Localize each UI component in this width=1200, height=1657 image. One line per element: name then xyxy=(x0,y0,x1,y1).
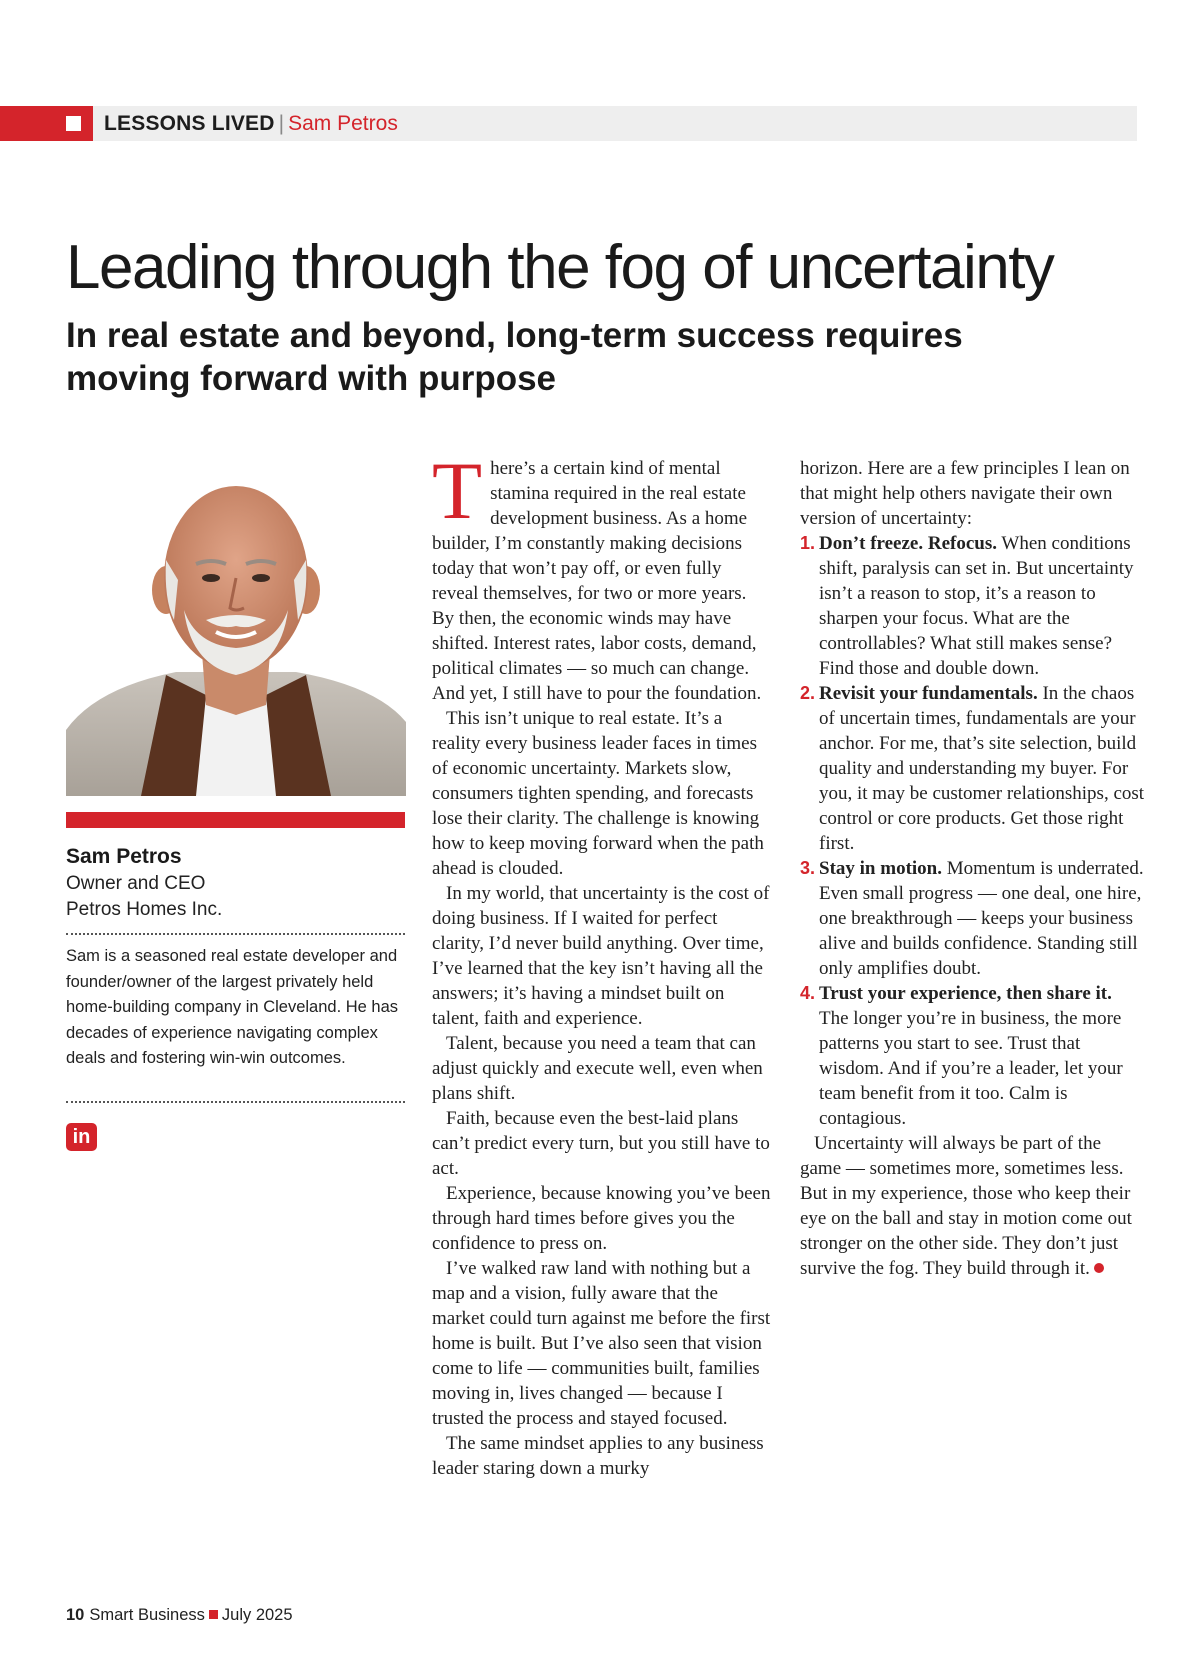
author-name: Sam Petros xyxy=(66,845,182,868)
author-portrait-illustration xyxy=(66,460,406,796)
footer-square-icon xyxy=(209,1610,218,1619)
principle-item xyxy=(800,981,1145,1131)
principle-number: 4. xyxy=(800,983,816,1003)
article-paragraph: Faith, because even the best-laid plans can’t predict every turn, but you still have to act. xyxy=(432,1108,770,1179)
author-photo xyxy=(66,460,406,796)
principle-item xyxy=(800,531,1145,681)
page-footer xyxy=(66,1604,293,1626)
linkedin-icon[interactable]: in xyxy=(66,1123,97,1151)
principle-number: 2. xyxy=(800,683,816,703)
article-column-1 xyxy=(432,445,772,1481)
author-bio: Sam is a seasoned real estate developer and founder/owner of the largest privately held home-building company in Cleveland. He has decades of experience navigating complex deals and fostering win-win outcomes. xyxy=(66,947,399,1067)
author-role: Owner and CEO xyxy=(66,873,206,894)
principle-number: 3. xyxy=(800,858,816,878)
article-paragraph: In my world, that uncertainty is the cost of doing business. If I waited for perfect clarity, I’d never build anything. Over time, I’ve learned that the key isn’t having all the answers; it’s having a mindset built on talent, faith and experience. xyxy=(432,883,770,1029)
paragraph-text: here’s a certain kind of mental stamina required in the real estate development business. As a home builder, I’m constantly making decisions today that won’t pay off, or even fully reveal themselves, for two or more years. By then, the economic winds may have shifted. Interest rates, labor costs, demand, political climates — so much can change. And yet, I still have to pour the foundation. xyxy=(432,458,762,704)
article-paragraph: Experience, because knowing you’ve been through hard times before gives you the confidence to press on. xyxy=(432,1183,771,1254)
sidebar-red-rule xyxy=(66,812,405,828)
article-paragraph: Talent, because you need a team that can adjust quickly and execute well, even when plans shift. xyxy=(432,1033,763,1104)
article-paragraph xyxy=(432,445,772,706)
principle-number: 1. xyxy=(800,533,816,553)
author-company: Petros Homes Inc. xyxy=(66,899,223,920)
article-title: Leading through the fog of uncertainty xyxy=(66,233,1054,302)
principle-text: The longer you’re in business, the more patterns you start to see. Trust that wisdom. And if you’re a leader, let your team benefit from it too. Calm is contagious. xyxy=(819,1008,1123,1129)
sidebar-divider-bottom xyxy=(66,1101,405,1103)
header-square-icon xyxy=(66,116,81,131)
principle-item xyxy=(800,856,1145,981)
closing-text: Uncertainty will always be part of the game — sometimes more, sometimes less. But in my experience, those who keep their eye on the ball and stay in motion come out stronger on the other side. They don’t just survive the fog. They build through it. xyxy=(800,1133,1132,1279)
end-mark-icon xyxy=(1094,1263,1104,1273)
page-number: 10 xyxy=(66,1606,85,1624)
drop-cap: T xyxy=(432,445,483,536)
principle-lead: Trust your experience, then share it. xyxy=(819,983,1112,1004)
publication-name: Smart Business xyxy=(89,1606,205,1624)
article-paragraph: horizon. Here are a few principles I lean on that might help others navigate their own version of uncertainty: xyxy=(800,458,1130,529)
article-paragraph: This isn’t unique to real estate. It’s a reality every business leader faces in times of economic uncertainty. Markets slow, consumers tighten spending, and forecasts lose their clarity. The challenge is knowing how to keep moving forward when the path ahead is clouded. xyxy=(432,708,764,879)
principle-text: When conditions shift, paralysis can set in. But uncertainty isn’t a reason to stop, it’s a reason to sharpen your focus. What are the controllables? What still makes sense? Find those and double down. xyxy=(819,533,1134,679)
article-paragraph: The same mindset applies to any business leader staring down a murky xyxy=(432,1433,764,1479)
header-separator: | xyxy=(278,112,285,135)
principle-lead: Stay in motion. xyxy=(819,858,942,879)
principle-lead: Revisit your fundamentals. xyxy=(819,683,1038,704)
section-header-text xyxy=(104,110,398,138)
principle-lead: Don’t freeze. Refocus. xyxy=(819,533,997,554)
principle-item xyxy=(800,681,1145,856)
article-paragraph: I’ve walked raw land with nothing but a map and a vision, fully aware that the market could turn against me before the first home is built. But I’ve also seen that vision come to life — communities built, families moving in, lives changed — because I trusted the process and stayed focused. xyxy=(432,1258,771,1429)
section-kicker: LESSONS LIVED xyxy=(104,112,275,135)
header-author: Sam Petros xyxy=(288,112,398,135)
issue-date: July 2025 xyxy=(221,1606,293,1624)
principle-text: In the chaos of uncertain times, fundamentals are your anchor. For me, that’s site selection, build quality and understanding my buyer. For you, it may be customer relationships, cost control or core products. Get those right first. xyxy=(819,683,1145,854)
closing-paragraph xyxy=(800,1131,1145,1281)
article-subtitle: In real estate and beyond, long-term success requires moving forward with purpose xyxy=(66,316,963,398)
sidebar-divider-top xyxy=(66,933,405,935)
principle-text: Momentum is underrated. Even small progress — one deal, one hire, one breakthrough — keeps your business alive and builds confidence. Standing still only amplifies doubt. xyxy=(819,858,1144,979)
article-column-2 xyxy=(800,456,1145,1281)
